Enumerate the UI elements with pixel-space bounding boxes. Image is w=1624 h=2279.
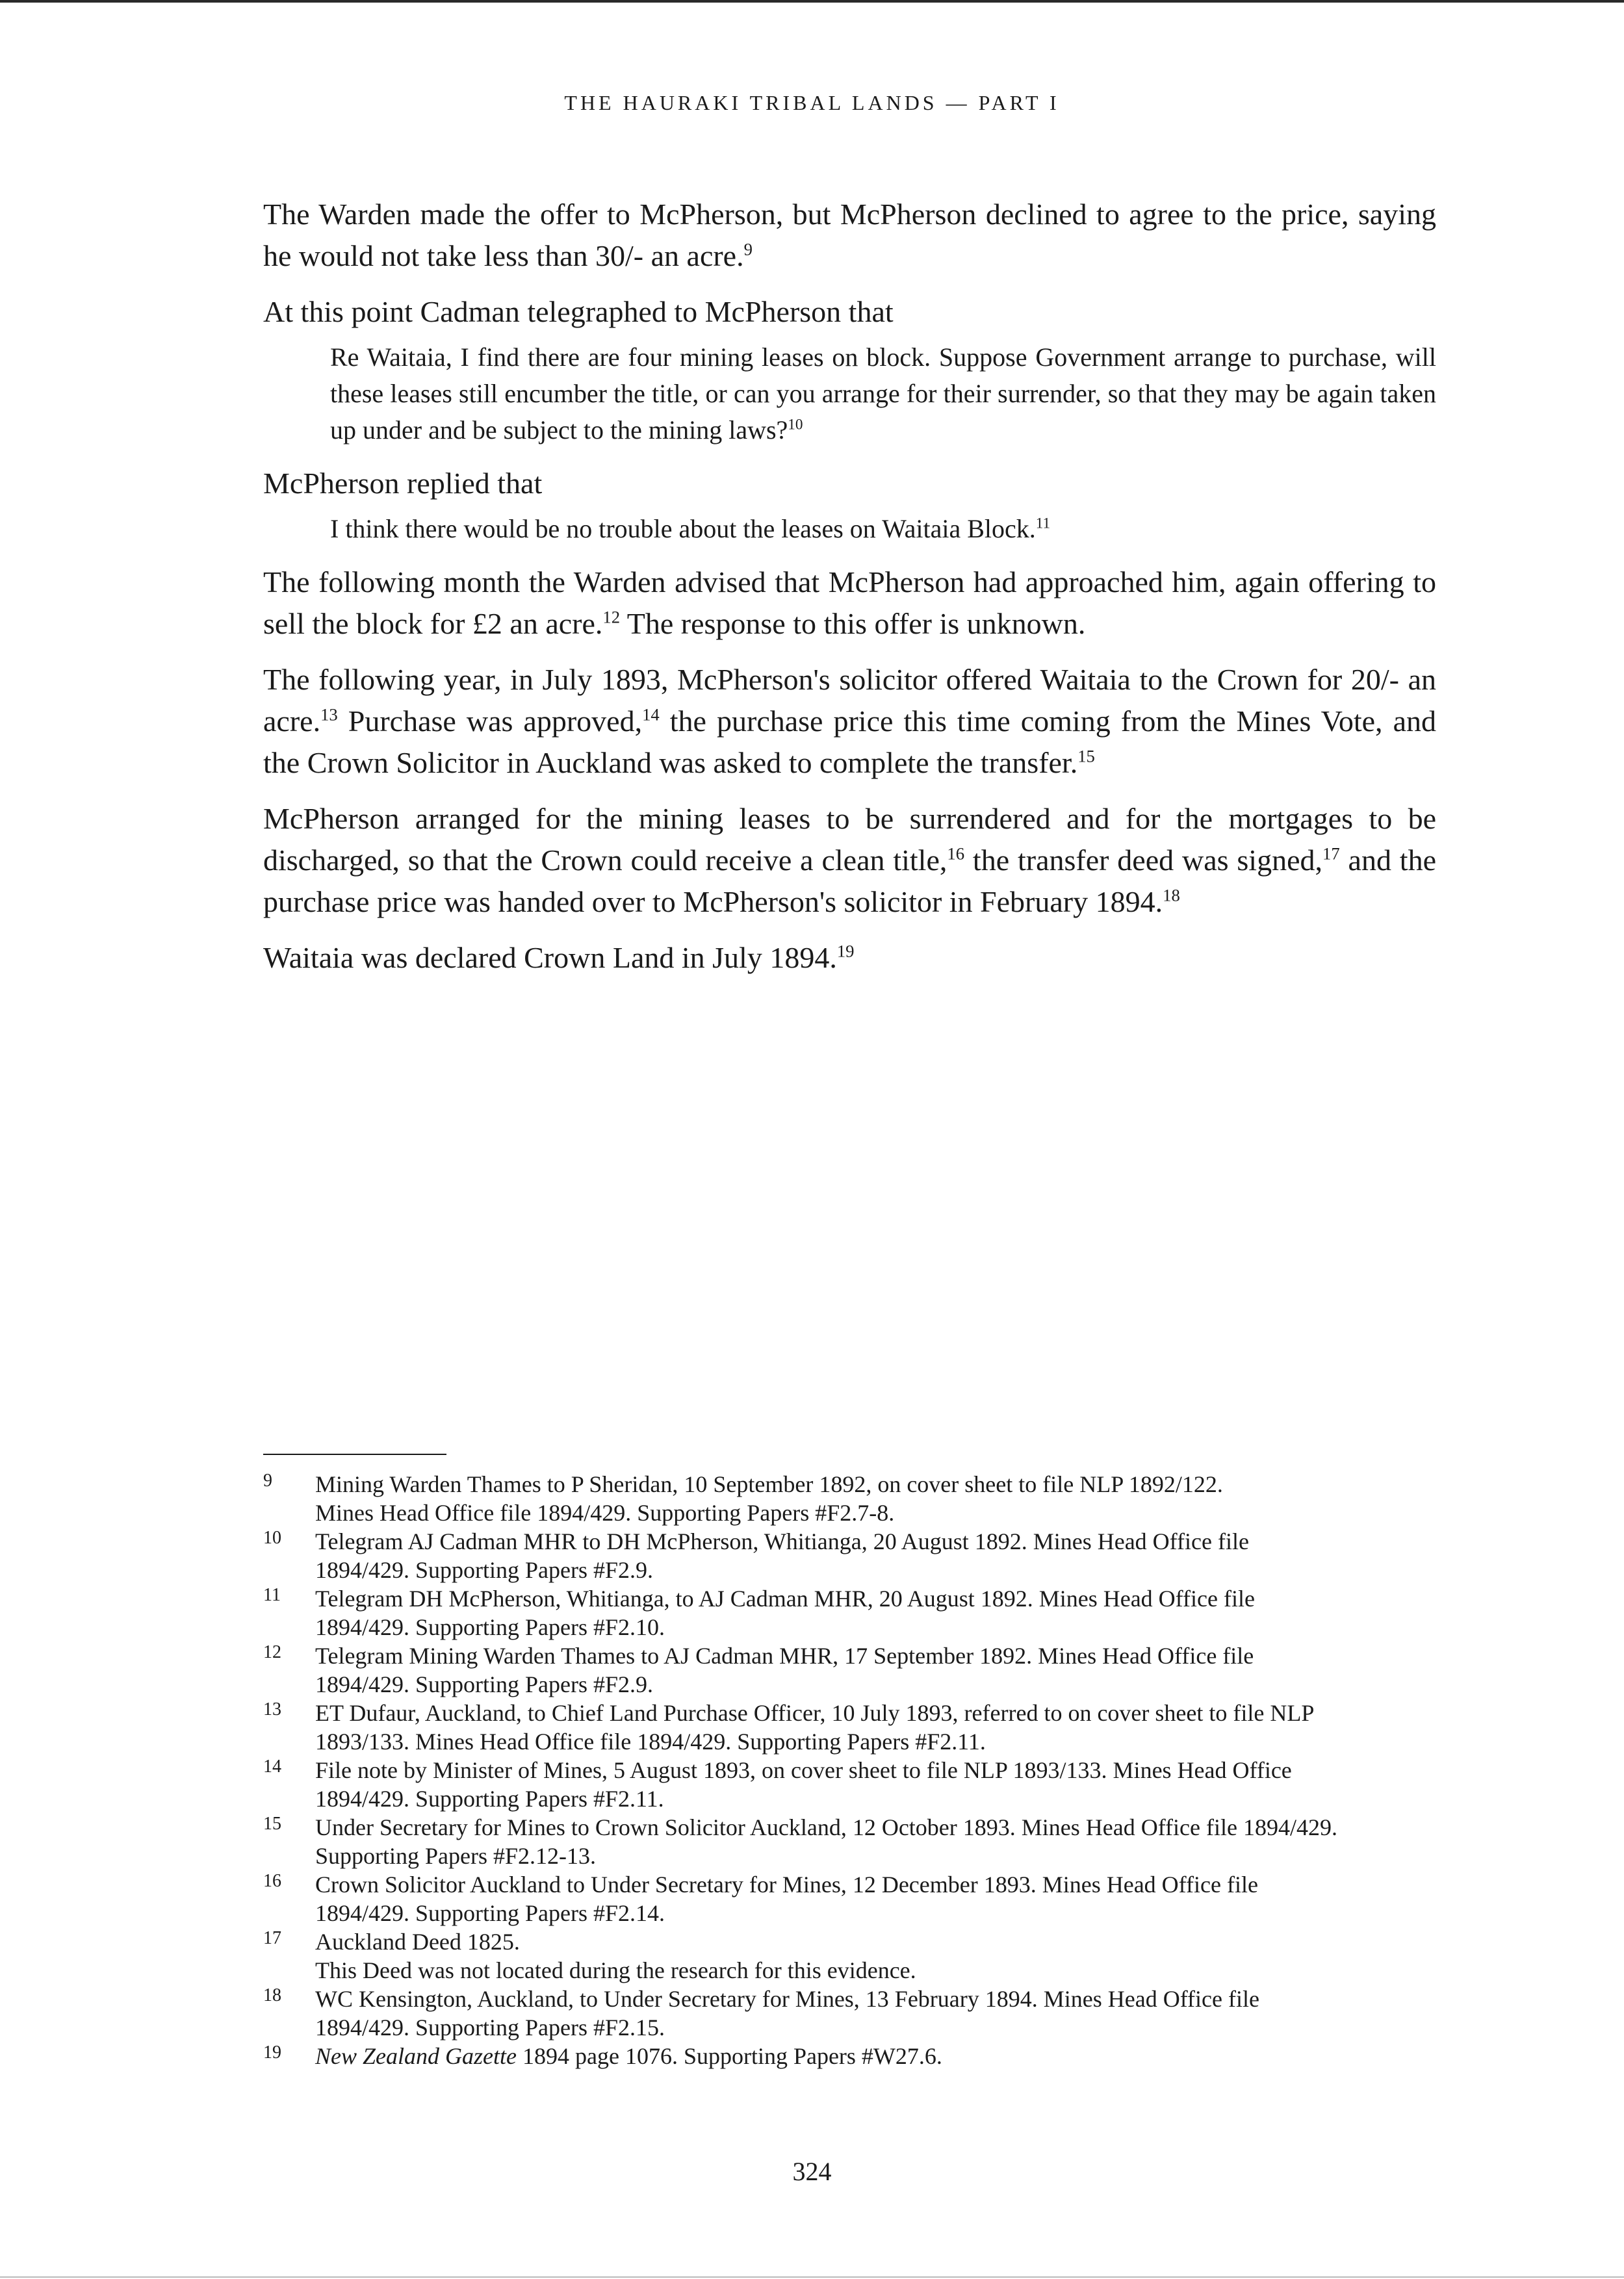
footnote <box>263 1642 1465 1699</box>
paragraph-4 <box>263 561 1436 645</box>
footnote-line: 1894/429. Supporting Papers #F2.9. <box>315 1671 654 1697</box>
footnote-text <box>315 1584 1465 1642</box>
footnote-number: 10 <box>263 1528 281 1548</box>
footnote-line: File note by Minister of Mines, 5 August 1893, on cover sheet to file NLP 1893/133. Mines Head Office <box>315 1757 1292 1783</box>
footnote-line: This Deed was not located during the research for this evidence. <box>315 1957 916 1983</box>
footnote-line: Supporting Papers #F2.12-13. <box>315 1843 596 1869</box>
paragraph-text: At this point Cadman telegraphed to McPherson that <box>263 295 894 328</box>
footnote-ref[interactable]: 11 <box>1035 515 1051 532</box>
paragraph-text: the transfer deed was signed, <box>964 843 1322 877</box>
footnote <box>263 1470 1465 1527</box>
footnote-number: 16 <box>263 1871 281 1891</box>
page-number: 324 <box>792 2157 832 2186</box>
footnote-number: 13 <box>263 1699 281 1719</box>
footnote <box>263 1813 1465 1870</box>
footnote-line: 1894/429. Supporting Papers #F2.15. <box>315 2015 665 2041</box>
footnote-ref[interactable]: 17 <box>1322 843 1340 864</box>
footnote <box>263 1927 1465 1985</box>
footnote-number: 12 <box>263 1642 281 1662</box>
footnote-line <box>315 2042 1465 2070</box>
footnote-text <box>315 1927 1465 1985</box>
footnote <box>263 1699 1465 1756</box>
footnote-line: Telegram AJ Cadman MHR to DH McPherson, Whitianga, 20 August 1892. Mines Head Office file <box>315 1528 1249 1554</box>
paragraph-5 <box>263 659 1436 784</box>
paragraph-7 <box>263 937 1436 979</box>
footnote-number: 11 <box>263 1585 281 1605</box>
footnote-line: 1893/133. Mines Head Office file 1894/429. Supporting Papers #F2.11. <box>315 1729 986 1755</box>
footnote-number: 14 <box>263 1757 281 1777</box>
paragraph-text: Waitaia was declared Crown Land in July 1894. <box>263 941 837 974</box>
paragraph-text: The response to this offer is unknown. <box>620 607 1086 640</box>
footnote-number: 15 <box>263 1814 281 1834</box>
publication-title: New Zealand Gazette <box>315 2043 517 2069</box>
footnote-line: 1894/429. Supporting Papers #F2.14. <box>315 1900 665 1926</box>
footnote-ref[interactable]: 13 <box>320 704 338 725</box>
footnote-number: 18 <box>263 1985 281 2005</box>
footnote-number: 17 <box>263 1928 281 1948</box>
footnote-ref[interactable]: 18 <box>1163 885 1180 905</box>
footnote-text <box>315 1985 1465 2042</box>
body-text <box>263 194 1436 993</box>
block-quote-1 <box>330 339 1436 448</box>
paragraph-text: and the purchase price was handed over to McPherson's solicitor in February 1894. <box>263 843 1437 918</box>
paragraph-text: the purchase price this time coming from the Mines Vote, and the Crown Solicitor in Auckland was asked to complete the transfer. <box>263 704 1436 779</box>
paragraph-6 <box>263 798 1436 923</box>
footnote <box>263 1584 1465 1642</box>
footnote-ref[interactable]: 9 <box>743 239 753 259</box>
paragraph-text: The following year, in July 1893, McPherson's solicitor offered Waitaia to the Crown for 20/- an acre. <box>263 663 1436 738</box>
footnote-ref[interactable]: 14 <box>642 704 660 725</box>
running-head: THE HAURAKI TRIBAL LANDS — PART I <box>564 91 1060 114</box>
footnote-line: Mining Warden Thames to P Sheridan, 10 September 1892, on cover sheet to file NLP 1892/122. <box>315 1471 1223 1497</box>
footnote <box>263 1985 1465 2042</box>
footnote <box>263 1870 1465 1927</box>
paragraph-3 <box>263 463 1436 504</box>
footnote-separator <box>263 1454 446 1455</box>
paragraph-text: The following month the Warden advised that McPherson had approached him, again offering to sell the block for £2 an acre. <box>263 565 1436 640</box>
footnote-ref[interactable]: 19 <box>836 941 855 961</box>
quote-text: I think there would be no trouble about the leases on Waitaia Block. <box>330 514 1036 543</box>
footnote-ref[interactable]: 16 <box>947 843 965 864</box>
top-edge-rule <box>0 0 1624 3</box>
bottom-edge-rule <box>0 2276 1624 2278</box>
paragraph-1 <box>263 194 1436 277</box>
block-quote-2 <box>330 511 1436 547</box>
footnote-line: Auckland Deed 1825. <box>315 1929 520 1955</box>
footnote <box>263 1756 1465 1813</box>
footnote-text <box>315 2042 1465 2070</box>
footnote-text <box>315 1870 1465 1927</box>
footnote-text <box>315 1527 1465 1584</box>
footnote-text <box>315 1642 1465 1699</box>
footnotes <box>263 1470 1465 2070</box>
footnote-number: 19 <box>263 2042 281 2063</box>
footnote-line: 1894/429. Supporting Papers #F2.9. <box>315 1557 654 1583</box>
footnote-line: Under Secretary for Mines to Crown Solicitor Auckland, 12 October 1893. Mines Head Office file 1894/429. <box>315 1814 1337 1840</box>
footnote-ref[interactable]: 15 <box>1077 746 1095 766</box>
footnote-text <box>315 1470 1465 1527</box>
footnote-line: ET Dufaur, Auckland, to Chief Land Purchase Officer, 10 July 1893, referred to on cover sheet to file NLP <box>315 1700 1315 1726</box>
paragraph-text: Purchase was approved, <box>337 704 643 738</box>
footnote <box>263 2042 1465 2070</box>
paragraph-2 <box>263 291 1436 333</box>
quote-text: Re Waitaia, I find there are four mining leases on block. Suppose Government arrange to purchase, will these leases still encumber the title, or can you arrange for their surrender, so that they may be again taken up under and be subject to the mining laws? <box>330 342 1436 444</box>
paragraph-text: The Warden made the offer to McPherson, but McPherson declined to agree to the price, saying he would not take less than 30/- an acre. <box>263 198 1436 272</box>
footnote-text <box>315 1699 1465 1756</box>
footnote-line: Telegram Mining Warden Thames to AJ Cadman MHR, 17 September 1892. Mines Head Office file <box>315 1643 1254 1669</box>
footnote-ref[interactable]: 10 <box>788 416 803 433</box>
paragraph-text: McPherson arranged for the mining leases to be surrendered and for the mortgages to be discharged, so that the Crown could receive a clean title, <box>263 802 1436 877</box>
footnote-line: 1894/429. Supporting Papers #F2.11. <box>315 1786 664 1812</box>
footnote-line: Crown Solicitor Auckland to Under Secretary for Mines, 12 December 1893. Mines Head Office file <box>315 1872 1258 1898</box>
footnote-line: Telegram DH McPherson, Whitianga, to AJ Cadman MHR, 20 August 1892. Mines Head Office file <box>315 1586 1255 1612</box>
footnote-text <box>315 1756 1465 1813</box>
footnote-ref[interactable]: 12 <box>602 607 621 627</box>
footnote-number: 9 <box>263 1471 272 1491</box>
footnote-line: Mines Head Office file 1894/429. Supporting Papers #F2.7-8. <box>315 1500 895 1526</box>
footnote <box>263 1527 1465 1584</box>
paragraph-text: McPherson replied that <box>263 467 543 500</box>
footnote-text <box>315 1813 1465 1870</box>
footnote-line-rest: 1894 page 1076. Supporting Papers #W27.6. <box>516 2043 942 2069</box>
footnote-line: WC Kensington, Auckland, to Under Secretary for Mines, 13 February 1894. Mines Head Office file <box>315 1986 1259 2012</box>
footnote-line: 1894/429. Supporting Papers #F2.10. <box>315 1614 665 1640</box>
